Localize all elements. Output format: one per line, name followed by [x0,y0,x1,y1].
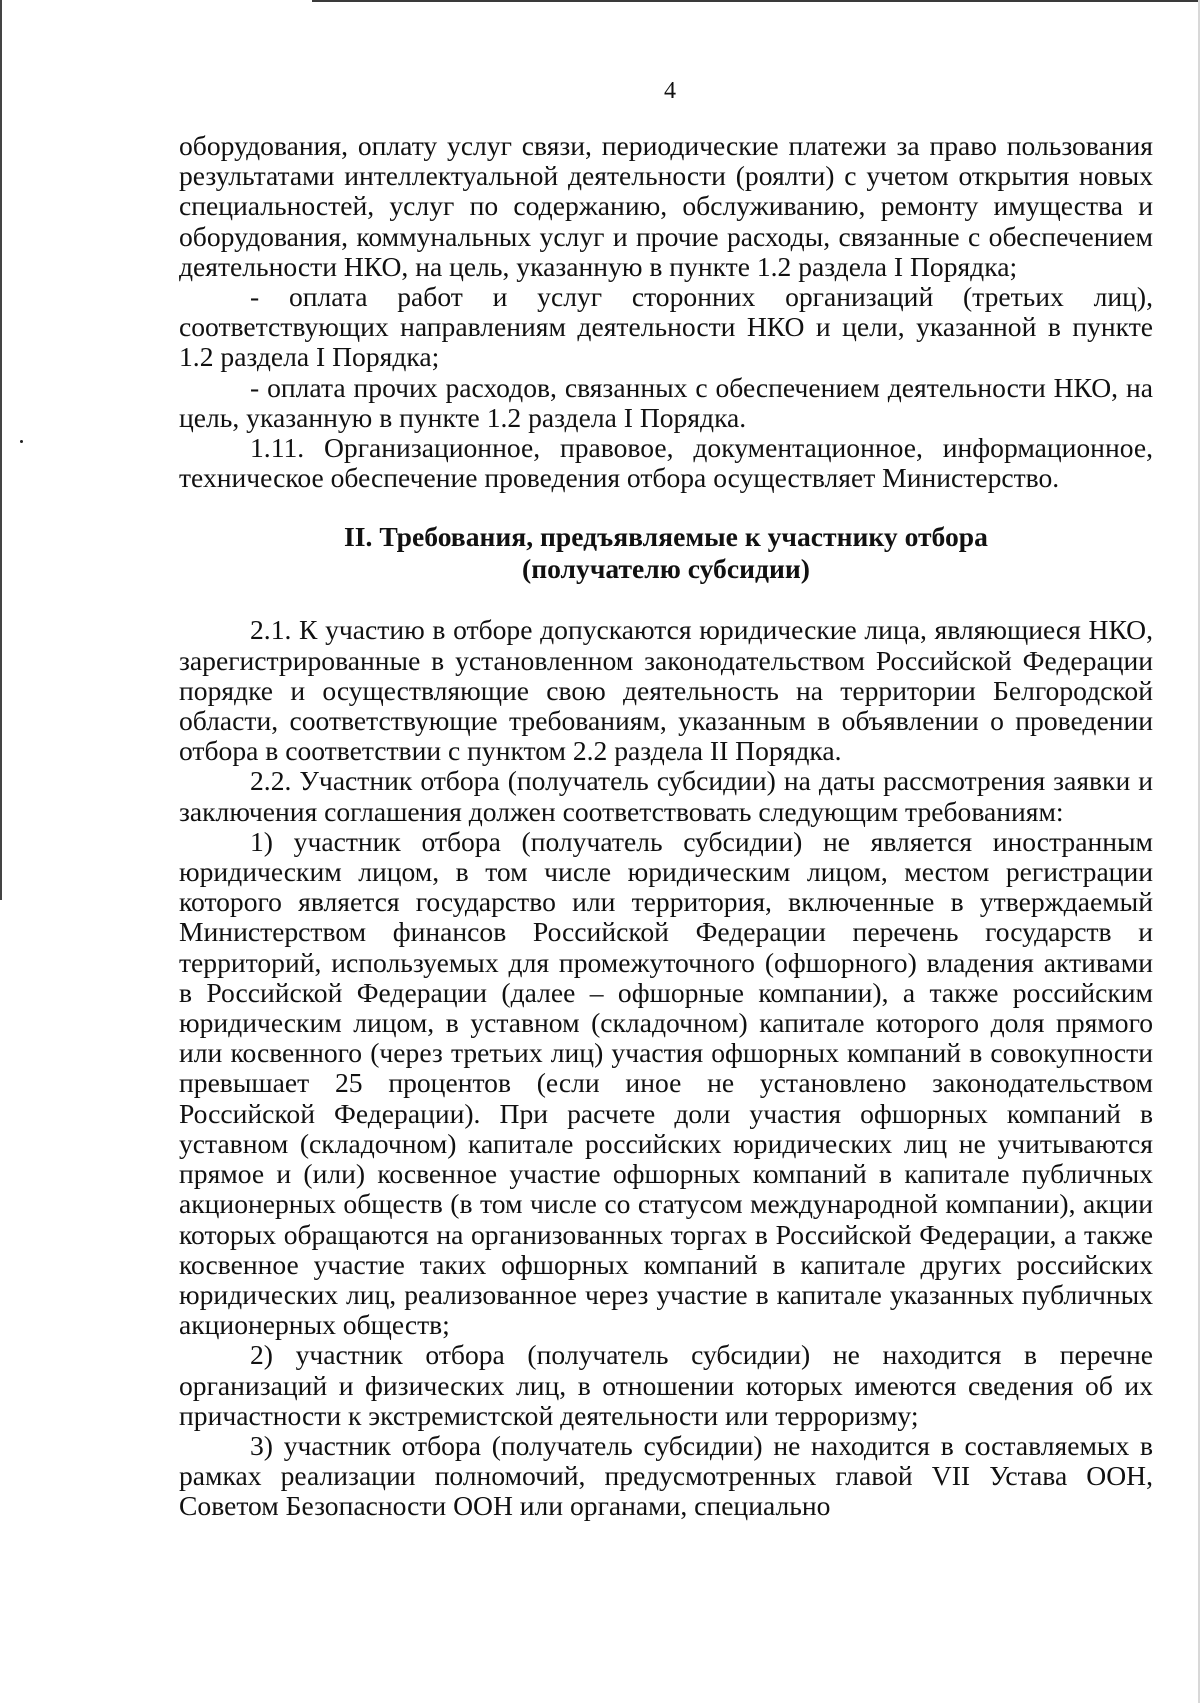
list-item-other-expenses: - оплата прочих расходов, связанных с обеспечением деятельности НКО, на цель, указанную в пункте 1.2 раздела I Порядка. [179,371,1153,433]
section-heading-line-2: (получателю субсидии) [522,553,810,585]
paragraph-continuation: оборудования, оплату услуг связи, периодические платежи за право пользования результатами интеллектуальной деятельности (роялти) с учетом открытия новых специальностей, услуг по содержанию, обслуживанию, ремонту имущества и оборудования, коммунальных услуг и прочие расходы, связанные с обеспечением деятельности НКО, на цель, указанную в пункте 1.2 раздела I Порядка; [179,130,1153,282]
scan-border-top [312,0,1200,2]
scan-speck [20,440,23,443]
paragraph-1-11: 1.11. Организационное, правовое, документационное, информационное, техническое обеспечение проведения отбора осуществляет Министерство. [179,432,1153,494]
requirement-2: 2) участник отбора (получатель субсидии) не находится в перечне организаций и физических лиц, в отношении которых имеются сведения об их причастности к экстремистской деятельности или терроризму; [179,1339,1153,1431]
paragraph-2-1: 2.1. К участию в отборе допускаются юридические лица, являющиеся НКО, зарегистрированные в установленном законодательством Российской Федерации порядке и осуществляющие свою деятельность на территории Белгородской области, соответствующие требованиям, указанным в объявлении о проведении отбора в соответствии с пунктом 2.2 раздела II Порядка. [179,614,1153,767]
requirement-1: 1) участник отбора (получатель субсидии) не является иностранным юридическим лицом, в том числе юридическим лицом, местом регистрации которого является государство или территория, включенные в утверждаемый Министерством финансов Российской Федерации перечень государств и территорий, используемых для промежуточного (офшорного) владения активами в Российской Федерации (далее – офшорные компании), а также российским юридическим лицом, в уставном (складочном) капитале которого доля прямого или косвенного (через третьих лиц) участия офшорных компаний в совокупности превышает 25 процентов (если иное не установлено законодательством Российской Федерации). При расчете доли участия офшорных компаний в уставном (складочном) капитале российских юридических лиц не учитываются прямое и (или) косвенное участие офшорных компаний в капитале публичных акционерных обществ (в том числе со статусом международной компании), акции которых обращаются на организованных торгах в Российской Федерации, а также косвенное участие таких офшорных компаний в капитале других российских юридических лиц, реализованное через участие в капитале указанных публичных акционерных обществ; [179,825,1153,1341]
section-heading-line-1: II. Требования, предъявляемые к участнику отбора [344,521,988,553]
requirement-3: 3) участник отбора (получатель субсидии) не находится в составляемых в рамках реализации полномочий, предусмотренных главой VII Устава ООН, Советом Безопасности ООН или органами, специально [179,1429,1153,1522]
section-heading [179,521,1153,585]
document-body [179,131,1153,1522]
scan-border-left [0,0,2,900]
paragraph-2-2: 2.2. Участник отбора (получатель субсидии) на даты рассмотрения заявки и заключения соглашения должен соответствовать следующим требованиям: [179,765,1153,827]
list-item-third-party-services: - оплата работ и услуг сторонних организаций (третьих лиц), соответствующих направлениям деятельности НКО и цели, указанной в пункте 1.2 раздела I Порядка; [179,281,1153,373]
page-number: 4 [664,78,676,104]
